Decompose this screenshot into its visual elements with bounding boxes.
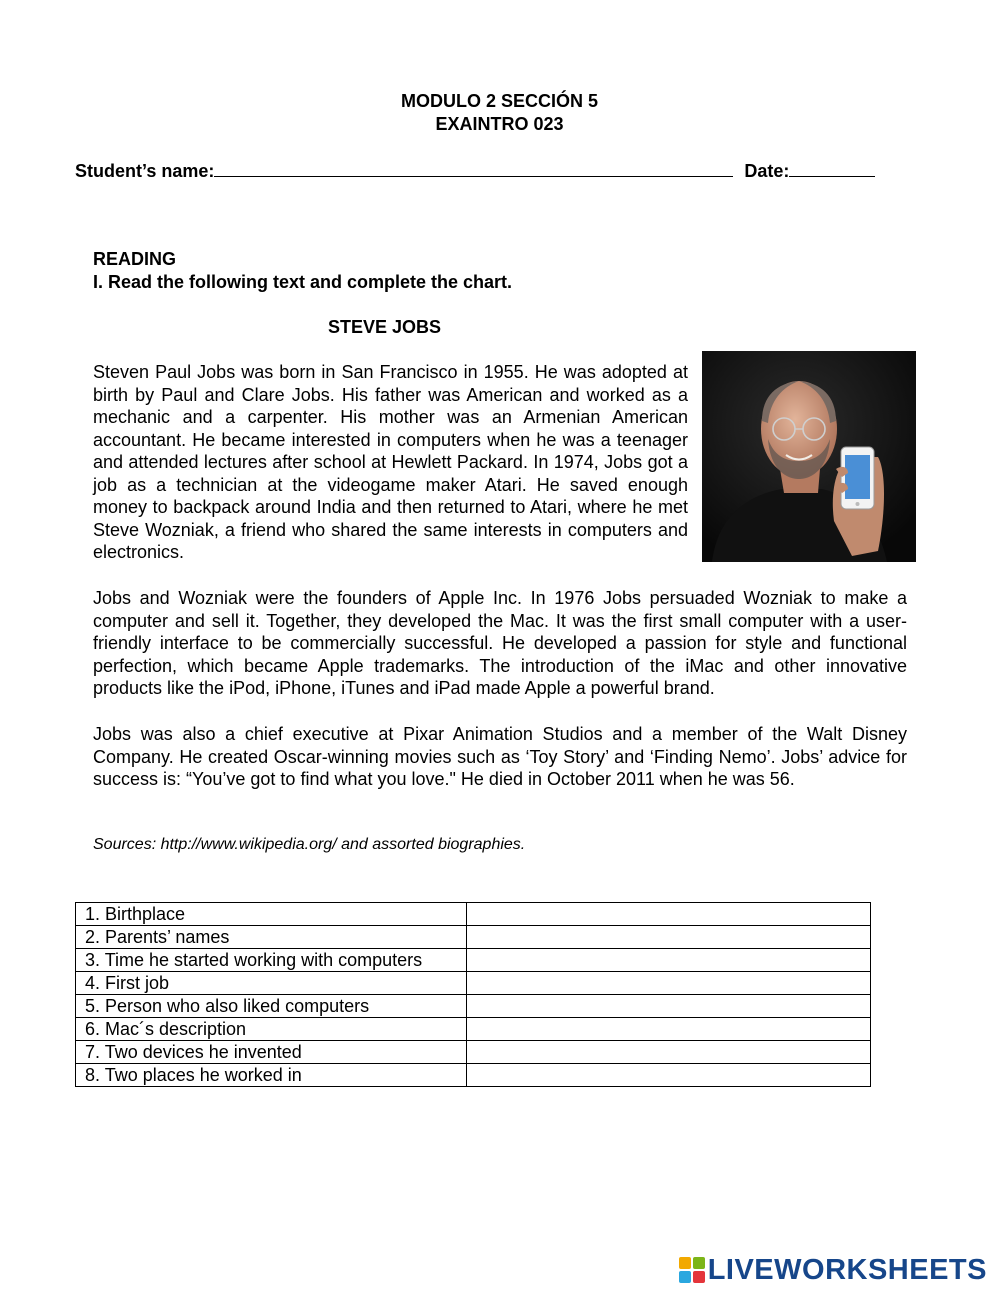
student-name-label: Student’s name: xyxy=(75,161,215,181)
chart-question: 1. Birthplace xyxy=(76,903,467,926)
date-field[interactable] xyxy=(789,158,875,177)
paragraph-1: Steven Paul Jobs was born in San Francisco in 1955. He was adopted at birth by Paul and Clare Jobs. His father was American and worked as a mechanic and a carpenter. His mother was an Armenian American accountant. He became interested in computers when he was a teenager and attended lectures after school at Hewlett Packard. In 1974, Jobs got a job as a technician at the videogame maker Atari. He saved enough money to backpack around India and then returned to Atari, where he met Steve Wozniak, a friend who shared the same interests in computers and electronics. xyxy=(93,362,688,562)
chart-question: 3. Time he started working with computers xyxy=(76,949,467,972)
date-label: Date: xyxy=(744,161,790,181)
liveworksheets-logo xyxy=(679,1250,987,1290)
chart-answer-cell[interactable] xyxy=(467,1041,871,1064)
chart-answer-cell[interactable] xyxy=(467,1018,871,1041)
sources-note: Sources: http://www.wikipedia.org/ and assorted biographies. xyxy=(93,836,526,853)
chart-row xyxy=(76,995,871,1018)
exam-code: EXAINTRO 023 xyxy=(435,114,564,134)
student-info-row xyxy=(75,158,895,182)
paragraph-3: Jobs was also a chief executive at Pixar Animation Studios and a member of the Walt Disney Company. He created Oscar-winning movies such as ‘Toy Story’ and ‘Finding Nemo’. Jobs’ advice for success is: “You’ve got to find what you love." He died in October 2011 when he was 56. xyxy=(93,724,907,789)
section-heading: READING xyxy=(93,249,177,269)
chart-answer-cell[interactable] xyxy=(467,926,871,949)
chart-answer-cell[interactable] xyxy=(467,995,871,1018)
answer-chart xyxy=(75,902,871,1087)
chart-question: 4. First job xyxy=(76,972,467,995)
brand-name: LIVEWORKSHEETS xyxy=(707,1253,987,1286)
chart-row xyxy=(76,972,871,995)
chart-answer-cell[interactable] xyxy=(467,903,871,926)
steve-jobs-photo xyxy=(702,351,916,562)
chart-question: 5. Person who also liked computers xyxy=(76,995,467,1018)
chart-row xyxy=(76,949,871,972)
chart-row xyxy=(76,1064,871,1087)
student-name-field[interactable] xyxy=(214,158,733,177)
chart-row xyxy=(76,903,871,926)
chart-row xyxy=(76,1018,871,1041)
chart-question: 6. Mac´s description xyxy=(76,1018,467,1041)
chart-question: 7. Two devices he invented xyxy=(76,1041,467,1064)
chart-question: 8. Two places he worked in xyxy=(76,1064,467,1087)
chart-answer-cell[interactable] xyxy=(467,972,871,995)
module-title: MODULO 2 SECCIÓN 5 xyxy=(400,91,599,111)
liveworksheets-mark-icon xyxy=(679,1257,705,1283)
instruction: I. Read the following text and complete the chart. xyxy=(93,272,513,292)
chart-answer-cell[interactable] xyxy=(467,1064,871,1087)
paragraph-2: Jobs and Wozniak were the founders of Apple Inc. In 1976 Jobs persuaded Wozniak to make a computer and sell it. Together, they developed the Mac. It was the first small computer with a user-friendly interface to be commercially successful. He developed a passion for style and functional perfection, which became Apple trademarks. The introduction of the iMac and other innovative products like the iPod, iPhone, iTunes and iPad made Apple a powerful brand. xyxy=(93,588,907,698)
chart-row xyxy=(76,1041,871,1064)
chart-row xyxy=(76,926,871,949)
chart-question: 2. Parents’ names xyxy=(76,926,467,949)
chart-answer-cell[interactable] xyxy=(467,949,871,972)
article-title: STEVE JOBS xyxy=(328,317,442,337)
